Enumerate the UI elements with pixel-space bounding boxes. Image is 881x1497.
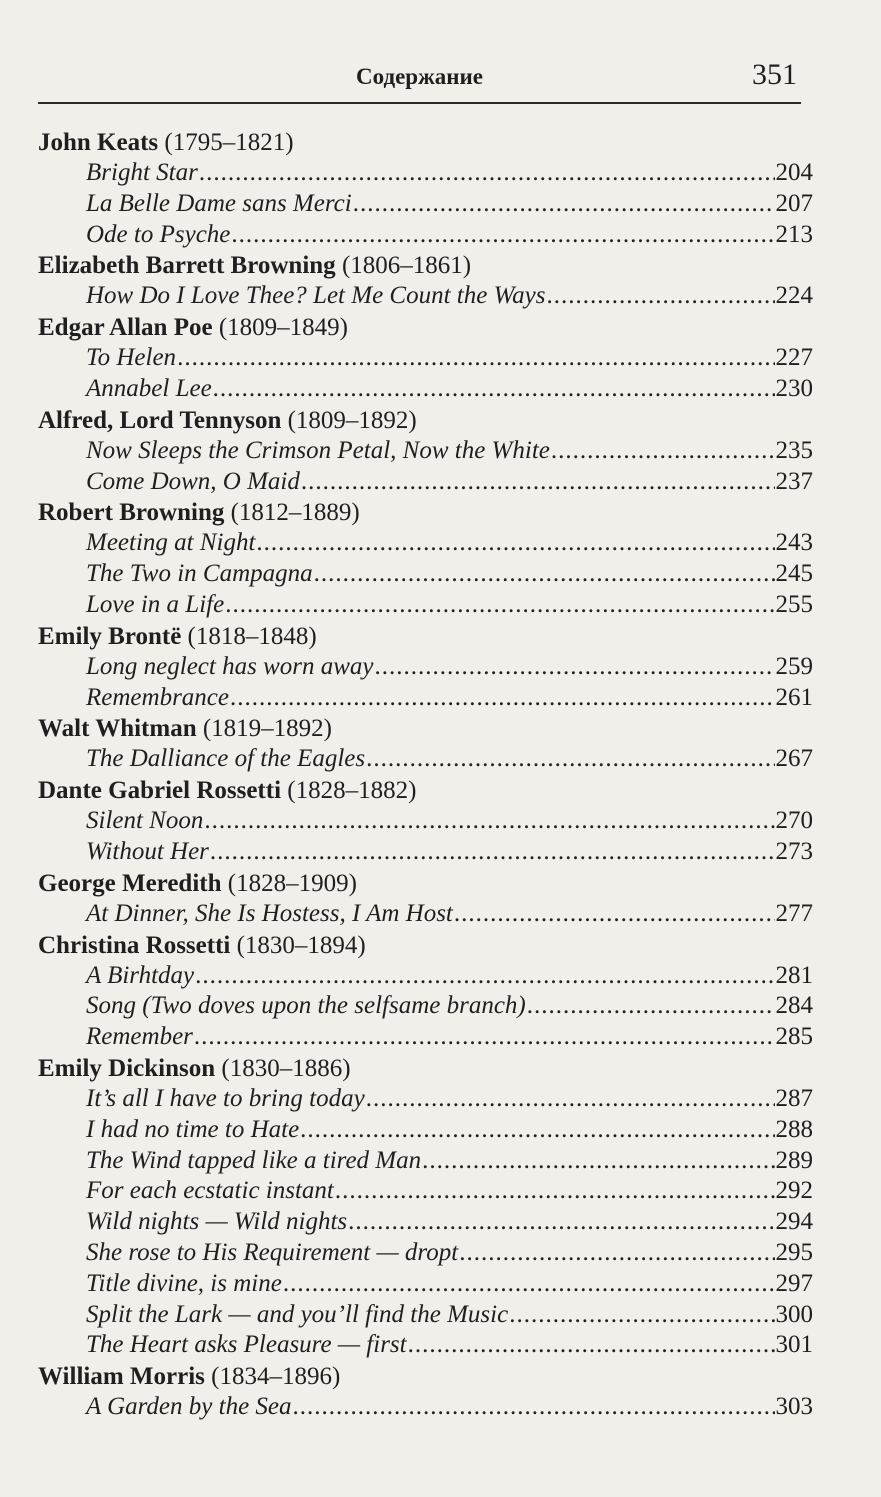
dot-leader bbox=[408, 1330, 775, 1361]
poem-page-number: 292 bbox=[775, 1177, 813, 1205]
author-dates: (1834–1896) bbox=[211, 1363, 341, 1391]
author-dates: (1828–1909) bbox=[227, 869, 357, 897]
dot-leader bbox=[204, 806, 774, 837]
author-heading bbox=[38, 1361, 813, 1392]
toc-entry bbox=[38, 158, 813, 189]
poem-page-number: 284 bbox=[775, 992, 813, 1020]
toc-entry bbox=[38, 528, 813, 559]
author-heading bbox=[38, 868, 813, 899]
poem-title: Without Her bbox=[86, 837, 209, 865]
toc-entry bbox=[38, 806, 813, 837]
running-head bbox=[38, 58, 801, 104]
dot-leader bbox=[283, 1269, 775, 1300]
dot-leader bbox=[199, 158, 775, 189]
poem-title: I had no time to Hate bbox=[86, 1115, 300, 1143]
toc-entry bbox=[38, 1238, 813, 1269]
toc-entry bbox=[38, 1300, 813, 1331]
poem-page-number: 255 bbox=[775, 590, 813, 618]
poem-page-number: 297 bbox=[775, 1269, 813, 1297]
toc-entry bbox=[38, 1207, 813, 1238]
poem-title: Ode to Psyche bbox=[86, 220, 231, 248]
poem-title: Now Sleeps the Crimson Petal, Now the White bbox=[86, 436, 550, 464]
poem-title: Title divine, is mine bbox=[86, 1269, 282, 1297]
toc-entry bbox=[38, 220, 813, 251]
dot-leader bbox=[210, 837, 775, 868]
author-heading bbox=[38, 621, 813, 652]
toc-entry bbox=[38, 1084, 813, 1115]
author-name: George Meredith bbox=[38, 869, 222, 897]
dot-leader bbox=[300, 1115, 774, 1146]
author-name: John Keats bbox=[38, 129, 159, 156]
author-heading bbox=[38, 127, 813, 158]
author-name: Emily Dickinson bbox=[38, 1054, 216, 1082]
poem-title: The Wind tapped like a tired Man bbox=[86, 1146, 422, 1174]
poem-page-number: 301 bbox=[775, 1331, 813, 1359]
toc-entry bbox=[38, 991, 813, 1022]
poem-page-number: 230 bbox=[775, 374, 813, 402]
poem-title: Come Down, O Maid bbox=[86, 467, 300, 495]
toc-entry bbox=[38, 1269, 813, 1300]
author-dates: (1795–1821) bbox=[164, 129, 294, 156]
dot-leader bbox=[195, 961, 774, 992]
dot-leader bbox=[375, 652, 775, 683]
poem-title: At Dinner, She Is Hostess, I Am Host bbox=[86, 899, 453, 927]
author-name: Walt Whitman bbox=[38, 715, 197, 743]
author-name: Christina Rossetti bbox=[38, 931, 231, 959]
dot-leader bbox=[301, 467, 775, 498]
dot-leader bbox=[459, 1238, 774, 1269]
dot-leader bbox=[256, 528, 774, 559]
poem-title: Remembrance bbox=[86, 683, 229, 711]
author-name: Emily Brontë bbox=[38, 622, 182, 650]
author-dates: (1830–1894) bbox=[236, 931, 366, 959]
poem-title: The Heart asks Pleasure — first bbox=[86, 1331, 407, 1359]
poem-title: She rose to His Requirement — dropt bbox=[86, 1238, 459, 1266]
dot-leader bbox=[509, 1300, 774, 1331]
toc-entry bbox=[38, 590, 813, 621]
author-dates: (1828–1882) bbox=[287, 777, 417, 805]
poem-page-number: 227 bbox=[775, 344, 813, 372]
author-heading bbox=[38, 250, 813, 281]
toc-entry bbox=[38, 961, 813, 992]
poem-page-number: 224 bbox=[775, 282, 813, 310]
author-dates: (1809–1849) bbox=[218, 314, 348, 342]
dot-leader bbox=[314, 559, 775, 590]
author-name: Elizabeth Barrett Browning bbox=[38, 252, 336, 280]
author-name: William Morris bbox=[38, 1363, 205, 1391]
toc-entry bbox=[38, 652, 813, 683]
toc-entry bbox=[38, 837, 813, 868]
poem-title: Silent Noon bbox=[86, 807, 204, 835]
poem-page-number: 303 bbox=[775, 1393, 813, 1421]
poem-title: It’s all I have to bring today bbox=[86, 1084, 365, 1112]
author-name: Alfred, Lord Tennyson bbox=[38, 406, 282, 434]
dot-leader bbox=[527, 991, 775, 1022]
author-heading bbox=[38, 497, 813, 528]
dot-leader bbox=[225, 590, 774, 621]
poem-page-number: 204 bbox=[775, 159, 813, 186]
author-heading bbox=[38, 1053, 813, 1084]
poem-title: Wild nights — Wild nights bbox=[86, 1208, 348, 1236]
toc-entry bbox=[38, 189, 813, 220]
author-heading bbox=[38, 713, 813, 744]
poem-page-number: 288 bbox=[775, 1115, 813, 1143]
poem-title: For each ecstatic instant bbox=[86, 1177, 334, 1205]
author-dates: (1819–1892) bbox=[202, 715, 332, 743]
toc-entry bbox=[38, 374, 813, 405]
dot-leader bbox=[348, 1207, 774, 1238]
poem-title: Meeting at Night bbox=[86, 529, 256, 557]
poem-title: Song (Two doves upon the selfsame branch) bbox=[86, 992, 526, 1020]
poem-page-number: 277 bbox=[775, 899, 813, 927]
dot-leader bbox=[366, 744, 774, 775]
author-heading bbox=[38, 312, 813, 343]
poem-page-number: 245 bbox=[775, 560, 813, 588]
poem-page-number: 281 bbox=[775, 961, 813, 989]
author-name: Dante Gabriel Rossetti bbox=[38, 777, 282, 805]
dot-leader bbox=[422, 1146, 774, 1177]
poem-title: Remember bbox=[86, 1023, 193, 1051]
author-dates: (1809–1892) bbox=[287, 406, 417, 434]
poem-page-number: 267 bbox=[775, 745, 813, 773]
author-dates: (1806–1861) bbox=[341, 252, 472, 280]
author-dates: (1812–1889) bbox=[230, 499, 360, 527]
dot-leader bbox=[230, 683, 775, 714]
toc-entry bbox=[38, 1022, 813, 1053]
toc-entry bbox=[38, 1176, 813, 1207]
poem-title: Love in a Life bbox=[86, 590, 225, 618]
dot-leader bbox=[194, 1022, 775, 1053]
poem-page-number: 273 bbox=[775, 837, 813, 865]
author-name: Edgar Allan Poe bbox=[38, 314, 213, 342]
poem-title: A Garden by the Sea bbox=[86, 1393, 292, 1421]
author-name: Robert Browning bbox=[38, 499, 225, 527]
dot-leader bbox=[546, 281, 774, 312]
poem-title: Bright Star bbox=[86, 159, 198, 186]
dot-leader bbox=[551, 436, 775, 467]
toc-entry bbox=[38, 559, 813, 590]
author-heading bbox=[38, 405, 813, 436]
poem-page-number: 295 bbox=[775, 1238, 813, 1266]
poem-title: To Helen bbox=[86, 344, 177, 372]
dot-leader bbox=[231, 220, 774, 251]
poem-page-number: 243 bbox=[775, 529, 813, 557]
poem-title: Long neglect has worn away bbox=[86, 652, 374, 680]
poem-title: The Dalliance of the Eagles bbox=[86, 745, 366, 773]
table-of-contents bbox=[38, 127, 813, 1423]
poem-page-number: 207 bbox=[775, 189, 813, 217]
toc-entry bbox=[38, 1392, 813, 1423]
poem-title: How Do I Love Thee? Let Me Count the Ways bbox=[86, 282, 546, 310]
dot-leader bbox=[177, 343, 774, 374]
poem-page-number: 300 bbox=[775, 1300, 813, 1328]
poem-page-number: 237 bbox=[775, 467, 813, 495]
toc-entry bbox=[38, 436, 813, 467]
poem-page-number: 259 bbox=[775, 652, 813, 680]
page-title: Содержание bbox=[356, 64, 483, 89]
poem-page-number: 285 bbox=[775, 1023, 813, 1051]
poem-page-number: 287 bbox=[775, 1084, 813, 1112]
toc-entry bbox=[38, 343, 813, 374]
poem-title: The Two in Campagna bbox=[86, 560, 313, 588]
poem-page-number: 261 bbox=[775, 683, 813, 711]
poem-title: A Birhtday bbox=[86, 961, 195, 989]
poem-page-number: 270 bbox=[775, 807, 813, 835]
poem-page-number: 235 bbox=[775, 436, 813, 464]
toc-entry bbox=[38, 1330, 813, 1361]
author-dates: (1818–1848) bbox=[187, 622, 317, 650]
dot-leader bbox=[366, 1084, 775, 1115]
dot-leader bbox=[213, 374, 775, 405]
poem-page-number: 213 bbox=[775, 220, 813, 248]
toc-entry bbox=[38, 467, 813, 498]
author-heading bbox=[38, 775, 813, 806]
toc-entry bbox=[38, 683, 813, 714]
poem-page-number: 289 bbox=[775, 1146, 813, 1174]
dot-leader bbox=[293, 1392, 775, 1423]
author-dates: (1830–1886) bbox=[221, 1054, 351, 1082]
dot-leader bbox=[454, 899, 775, 930]
page-number: 351 bbox=[752, 58, 797, 91]
toc-entry bbox=[38, 1115, 813, 1146]
toc-entry bbox=[38, 281, 813, 312]
toc-entry bbox=[38, 744, 813, 775]
poem-title: Split the Lark — and you’ll find the Music bbox=[86, 1300, 509, 1328]
poem-title: La Belle Dame sans Merci bbox=[86, 189, 352, 217]
poem-title: Annabel Lee bbox=[86, 374, 212, 402]
toc-entry bbox=[38, 1146, 813, 1177]
dot-leader bbox=[335, 1176, 775, 1207]
dot-leader bbox=[353, 189, 775, 220]
author-heading bbox=[38, 930, 813, 961]
poem-page-number: 294 bbox=[775, 1208, 813, 1236]
toc-entry bbox=[38, 899, 813, 930]
